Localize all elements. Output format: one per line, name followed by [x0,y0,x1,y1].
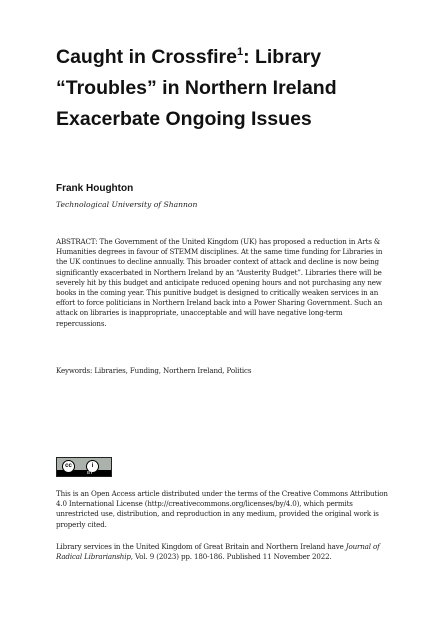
citation-lead: Library services in the United Kingdom of Great Britain and Northern Ireland have [56,542,346,551]
creative-commons-icon: cc [62,460,75,473]
article-title [56,42,386,135]
keywords: Keywords: Libraries, Funding, Northern Ireland, Politics [56,366,252,375]
footnote-marker[interactable]: 1 [236,46,244,58]
title-main: Caught in Crossfire [56,46,237,68]
journal-name: Journal of Radical Librarianship [56,542,380,562]
title-continuation: : Library “Troubles” in Northern Ireland Exacerbate Ongoing Issues [56,46,337,130]
badge-label: BY [87,470,94,475]
cc-by-license-badge[interactable] [56,457,112,477]
author-name: Frank Houghton [56,183,134,194]
license-statement: This is an Open Access article distributed under the terms of the Creative Commons Attribution 4.0 International License (http://creativecommons.org/licenses/by/4.0), which permits unrestricted use, distribution, and reproduction in any medium, provided the original work is properly cited. [56,489,388,529]
author-affiliation: Technological University of Shannon [56,200,198,209]
citation [56,542,390,562]
citation-details: , Vol. 9 (2023) pp. 180-186. Published 11 November 2022. [130,552,332,562]
attribution-person-icon: i [86,460,99,473]
abstract: ABSTRACT: The Government of the United Kingdom (UK) has proposed a reduction in Arts & Humanities degrees in favour of STEMM disciplines. At the same time funding for Libraries in the UK continues to decline annually. This broader context of attack and decline is now being significantly exacerbated in Northern Ireland by an “Austerity Budget”. Libraries there will be severely hit by this budget and anticipate reduced opening hours and not purchasing any new books in the coming year. This punitive budget is designed to critically weaken services in an effort to force politicians in Northern Ireland back into a Power Sharing Government. Such an attack on libraries is inappropriate, unacceptable and will have negative long-term repercussions. [56,237,383,328]
